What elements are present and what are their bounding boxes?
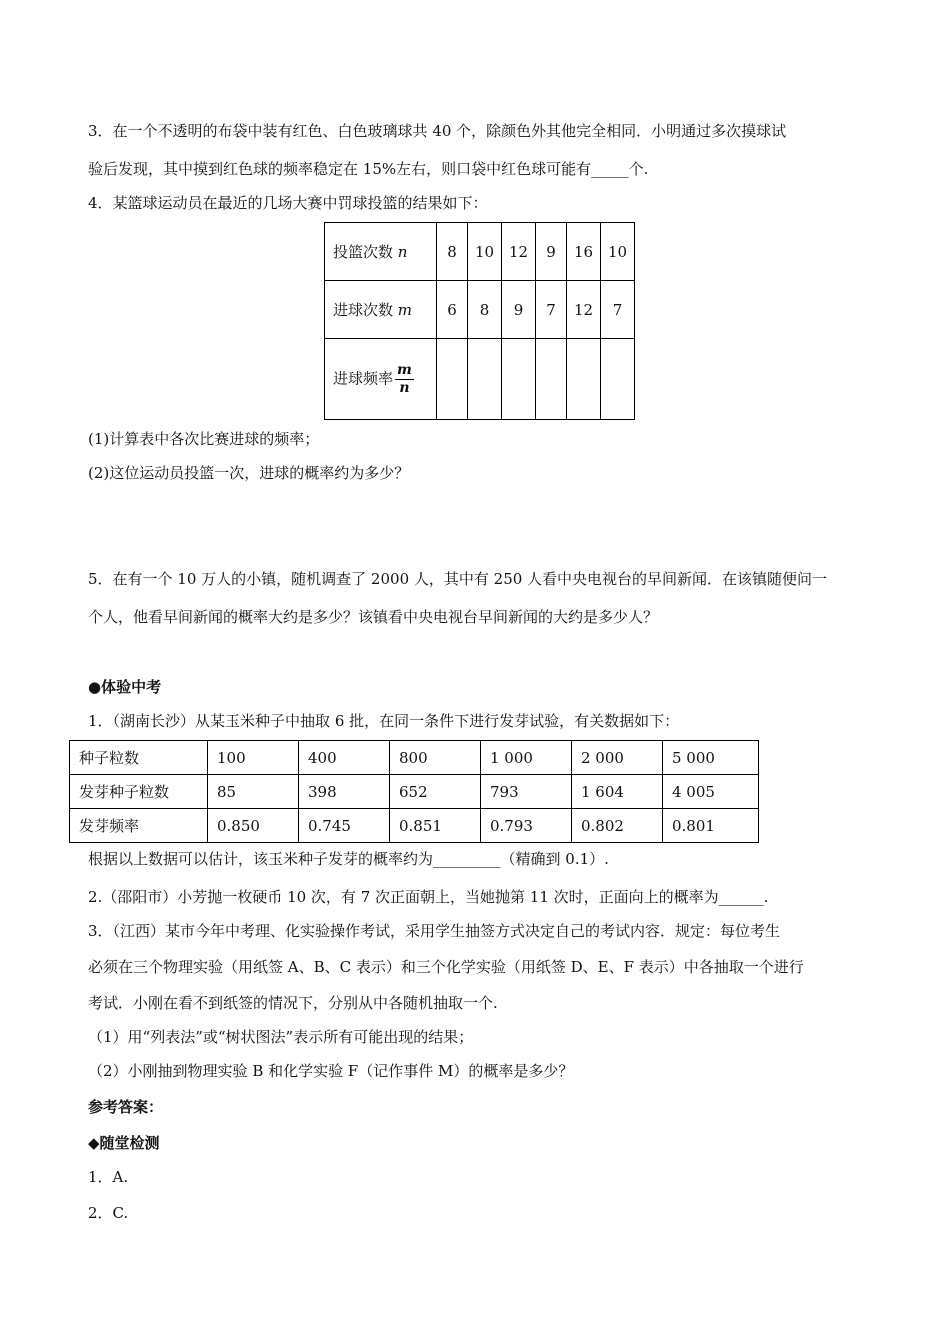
table-row (70, 775, 759, 809)
q5-line1: 5．在有一个 10 万人的小镇，随机调查了 2000 人，其中有 250 人看中央电视台的早间新闻．在该镇随便问一 (88, 570, 828, 588)
table-cell-empty (536, 339, 567, 420)
exam-q3-sub1: （1）用“列表法”或“树状图法”表示所有可能出现的结果； (88, 1028, 474, 1046)
answers-section: ◆随堂检测 (88, 1134, 160, 1152)
q4-intro: 4．某篮球运动员在最近的几场大赛中罚球投篮的结果如下： (88, 194, 488, 212)
table-cell: 10 (601, 223, 635, 281)
row-label: 进球频率 $\frac{m}{n}$ (325, 339, 437, 420)
table-cell: 7 (601, 281, 635, 339)
exam-q3-line3: 考试．小刚在看不到纸签的情况下，分别从中各随机抽取一个. (88, 994, 498, 1012)
row-label: 发芽种子粒数 (70, 775, 208, 809)
exam-q1-intro: 1．（湖南长沙）从某玉米种子中抽取 6 批，在同一条件下进行发芽试验，有关数据如下： (88, 712, 680, 730)
table-cell: 6 (437, 281, 468, 339)
table-cell-empty (567, 339, 601, 420)
exam-q1-after: 根据以上数据可以估计，该玉米种子发芽的概率约为_________（精确到 0.1）. (88, 850, 609, 868)
table-cell: 0.801 (663, 809, 759, 843)
q5-line2: 个人，他看早间新闻的概率大约是多少？该镇看中央电视台早间新闻的大约是多少人？ (88, 608, 659, 626)
table-row (325, 281, 635, 339)
table-cell: 12 (502, 223, 536, 281)
table-cell: 0.851 (390, 809, 481, 843)
table-cell: 100 (208, 741, 299, 775)
table-cell: 4 005 (663, 775, 759, 809)
row-label: 投篮次数 n (325, 223, 437, 281)
table-cell: 7 (536, 281, 567, 339)
exam-heading: ●体验中考 (88, 678, 162, 696)
row-label: 种子粒数 (70, 741, 208, 775)
table-cell-empty (437, 339, 468, 420)
exam-q3-sub2: （2）小刚抽到物理实验 B 和化学实验 F（记作事件 M）的概率是多少？ (88, 1062, 574, 1080)
table-cell: 1 604 (572, 775, 663, 809)
basketball-table (324, 222, 635, 420)
table-cell-empty (502, 339, 536, 420)
table-cell-empty (468, 339, 502, 420)
table-cell: 793 (481, 775, 572, 809)
q3-line1: 3．在一个不透明的布袋中装有红色、白色玻璃球共 40 个，除颜色外其他完全相同．小明通过多次摸球试 (88, 122, 787, 140)
table-cell: 0.793 (481, 809, 572, 843)
table-cell: 16 (567, 223, 601, 281)
table-row (325, 339, 635, 420)
table-cell: 10 (468, 223, 502, 281)
table-cell: 0.745 (299, 809, 390, 843)
table-row (70, 741, 759, 775)
q4-sub2: (2)这位运动员投篮一次，进球的概率约为多少？ (88, 464, 410, 482)
q3-line2: 验后发现，其中摸到红色球的频率稳定在 15%左右，则口袋中红色球可能有_____个. (88, 160, 649, 178)
answer-2: 2．C. (88, 1204, 129, 1222)
table-cell: 398 (299, 775, 390, 809)
table-cell: 9 (536, 223, 567, 281)
table-cell: 800 (390, 741, 481, 775)
table-row (325, 223, 635, 281)
table-cell: 9 (502, 281, 536, 339)
table-row (70, 809, 759, 843)
table-cell: 8 (437, 223, 468, 281)
table-cell: 8 (468, 281, 502, 339)
answer-1: 1．A. (88, 1168, 129, 1186)
table-cell-empty (601, 339, 635, 420)
table-cell: 2 000 (572, 741, 663, 775)
q4-sub1: (1)计算表中各次比赛进球的频率； (88, 430, 320, 448)
table-cell: 5 000 (663, 741, 759, 775)
exam-q3-line1: 3．（江西）某市今年中考理、化实验操作考试，采用学生抽签方式决定自己的考试内容．规定：每位考生 (88, 922, 781, 940)
answers-heading: 参考答案： (88, 1098, 164, 1116)
table-cell: 1 000 (481, 741, 572, 775)
germination-table (69, 740, 759, 843)
row-label: 发芽频率 (70, 809, 208, 843)
table-cell: 652 (390, 775, 481, 809)
fraction: $\frac{m}{n}$ (397, 361, 412, 396)
exam-q3-line2: 必须在三个物理实验（用纸签 A、B、C 表示）和三个化学实验（用纸签 D、E、F 表示）中各抽取一个进行 (88, 958, 804, 976)
table-cell: 12 (567, 281, 601, 339)
table-cell: 0.850 (208, 809, 299, 843)
table-cell: 400 (299, 741, 390, 775)
row-label: 进球次数 m (325, 281, 437, 339)
table-cell: 85 (208, 775, 299, 809)
exam-q2: 2.（邵阳市）小芳抛一枚硬币 10 次，有 7 次正面朝上，当她抛第 11 次时，正面向上的概率为______. (88, 888, 769, 906)
table-cell: 0.802 (572, 809, 663, 843)
